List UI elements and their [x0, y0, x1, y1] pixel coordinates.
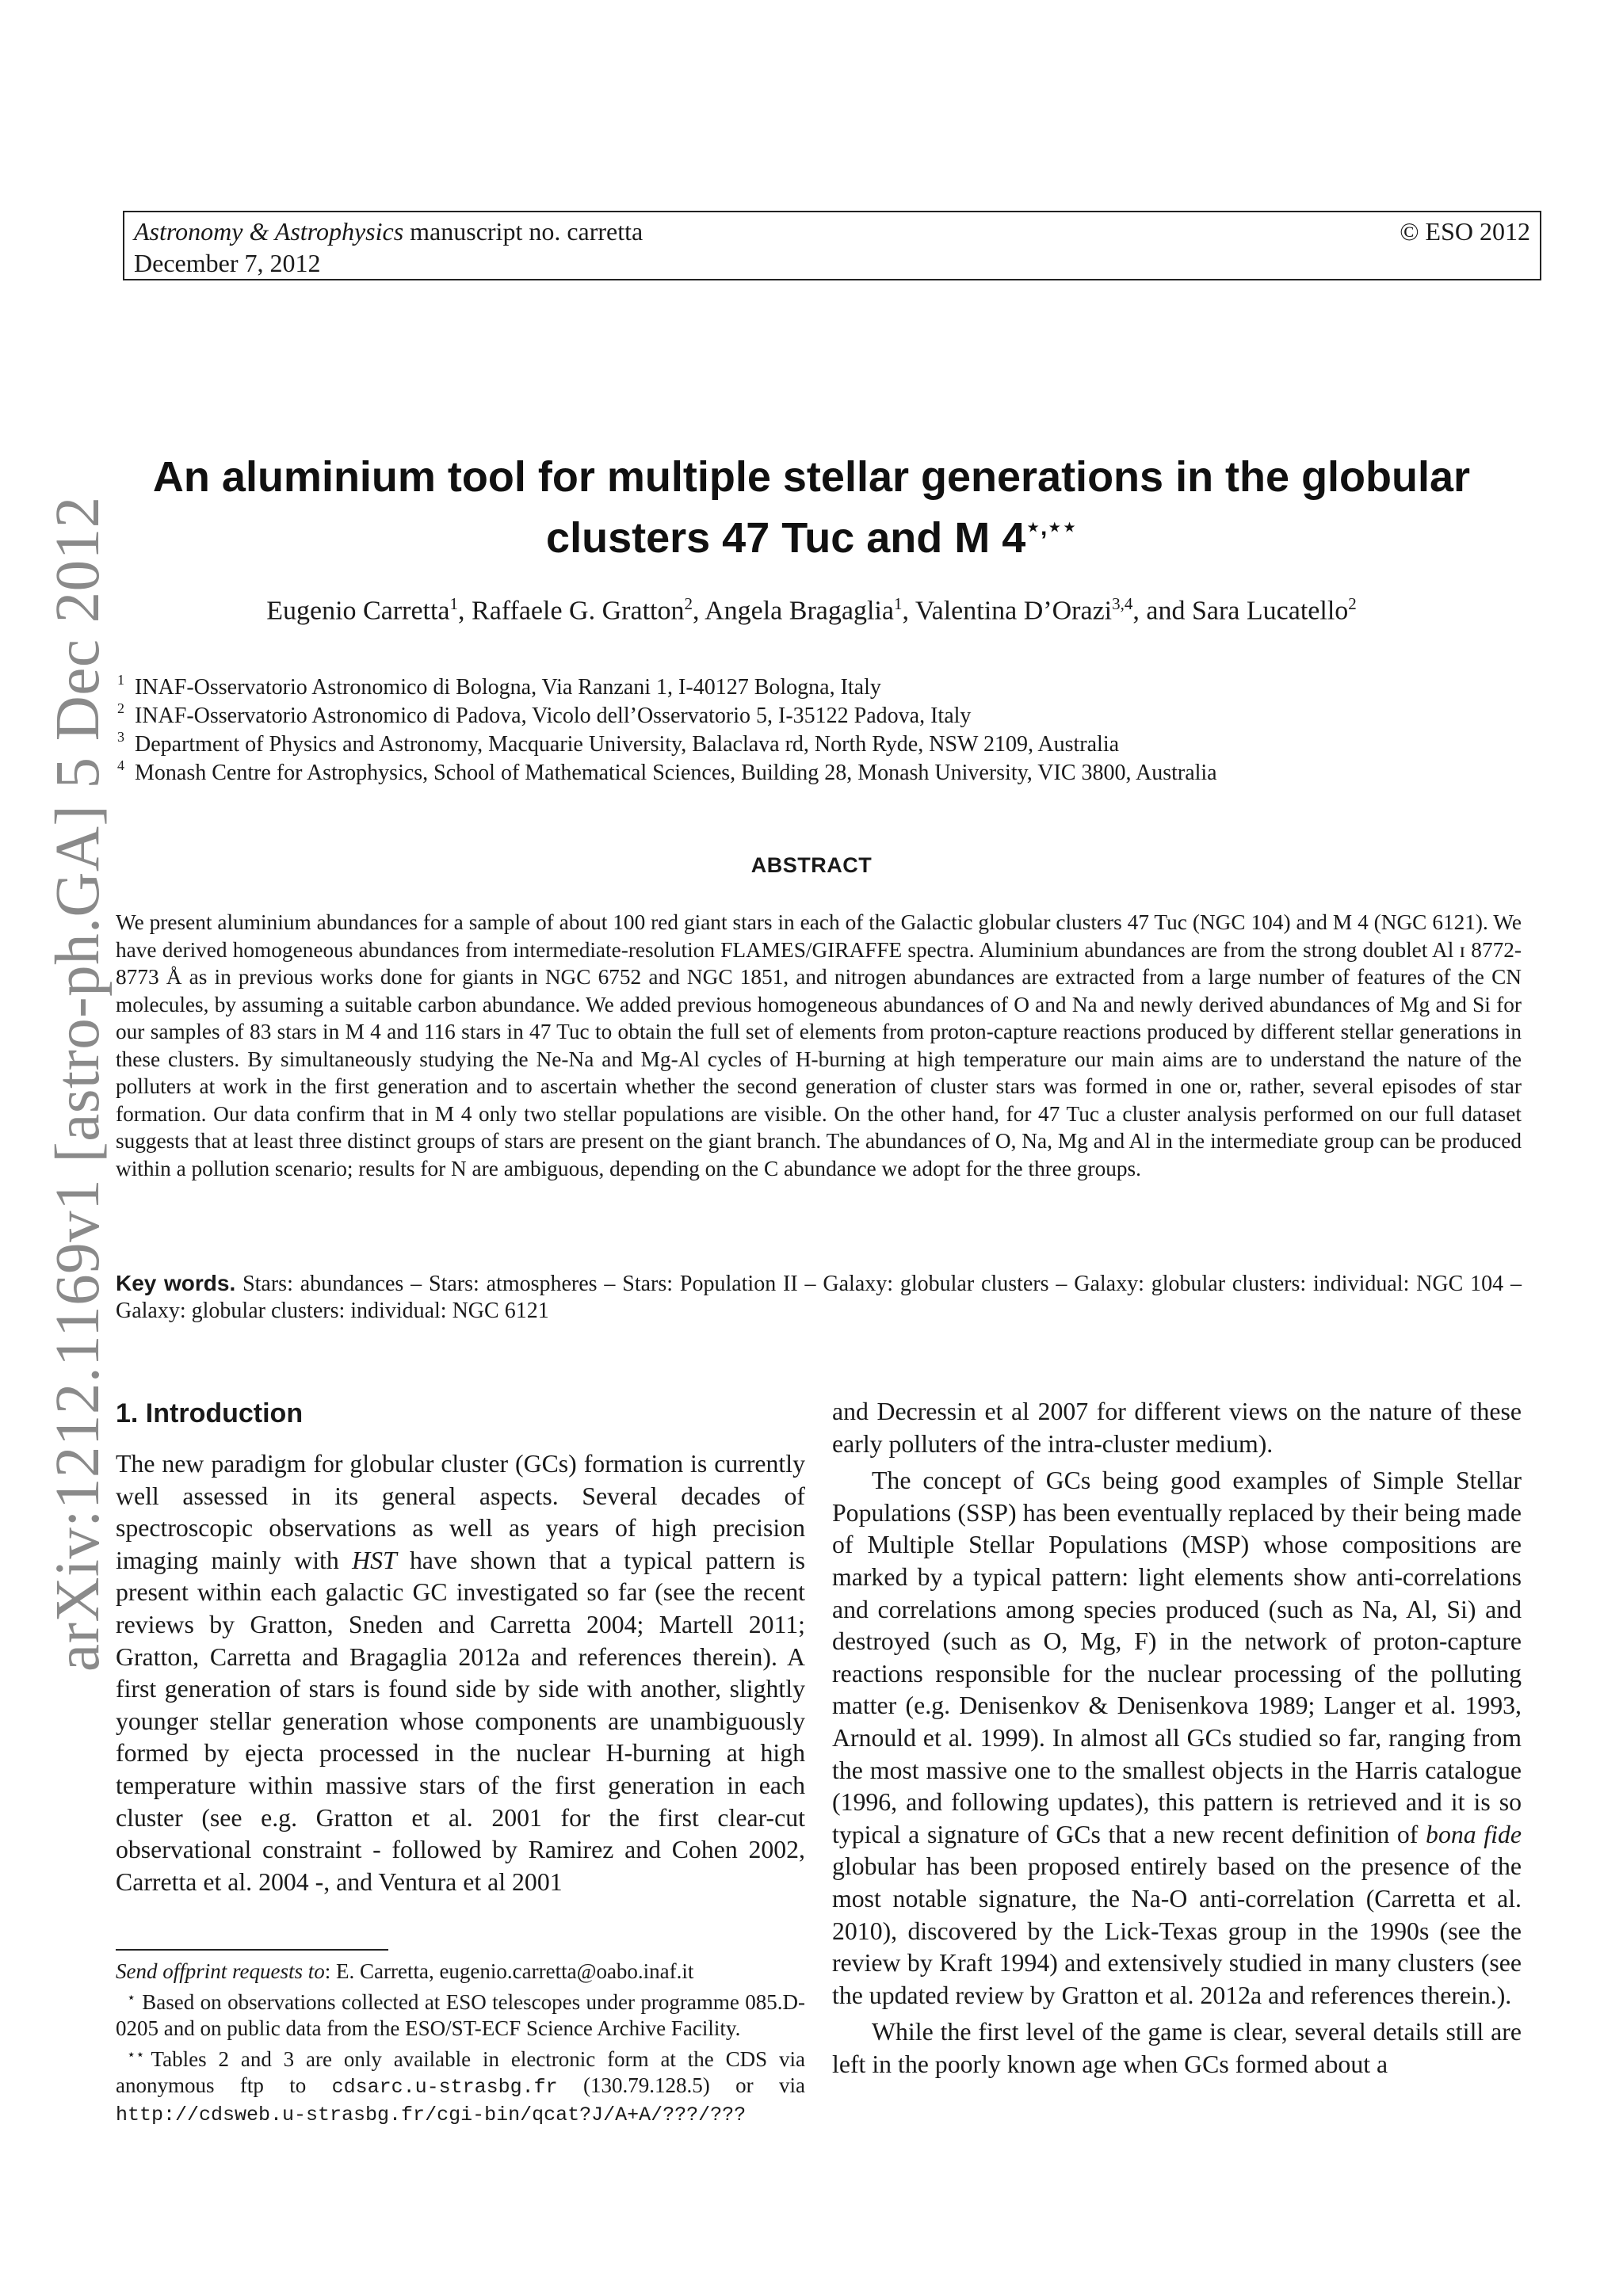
abstract-heading: ABSTRACT	[750, 853, 873, 877]
offprint-text: : E. Carretta, eugenio.carretta@oabo.inaf.it	[324, 1959, 694, 1983]
bona-fide-italic: bona fide	[1426, 1820, 1522, 1848]
intro-paragraph-2	[832, 1465, 1522, 2012]
footnote-text: Tables 2 and 3 are only available in electronic form at the CDS via anonymous ftp to	[116, 2047, 805, 2097]
paper-title	[79, 452, 1544, 563]
affiliation-text: Monash Centre for Astrophysics, School of Mathematical Sciences, Building 28, Monash University, VIC 3800, Australia	[135, 761, 1217, 785]
journal-name: Astronomy & Astrophysics	[134, 217, 404, 246]
paragraph-text: The new paradigm for globular cluster (GCs) formation is currently well assessed in its general aspects. Several decades of spectroscopic observations as well as years of high precision imaging mainly with	[116, 1450, 805, 1574]
abstract-body: We present aluminium abundances for a sample of about 100 red giant stars in each of the Galactic globular clusters 47 Tuc (NGC 104) and M 4 (NGC 6121). We have derived homogeneous abundances from intermediate-resolution FLAMES/GIRAFFE spectra. Aluminium abundances are from the strong doublet Al ɪ 8772-8773 Å as in previous works done for giants in NGC 6752 and NGC 1851, and nitrogen abundances are extracted from a large number of features of the CN molecules, by assuming a suitable carbon abundance. We added previous homogeneous abundances of O and Na and newly derived abundances of Mg and Si for our samples of 83 stars in M 4 and 116 stars in 47 Tuc to obtain the full set of elements from proton-capture reactions produced by different stellar generations in these clusters. By simultaneously studying the Ne-Na and Mg-Al cycles of H-burning at high temperature our main aims are to understand the nature of the polluters at work in the first generation and to ascertain whether the second generation of cluster stars was formed in one or, rather, several episodes of star formation. Our data confirm that in M 4 only two stellar populations are visible. On the other hand, for 47 Tuc a cluster analysis performed on our full dataset suggests that at least three distinct groups of stars are present on the giant branch. The abundances of O, Na, Mg and Al in the intermediate group can be produced within a pollution scenario; results for N are ambiguous, depending on the C abundance we adopt for the three groups.	[116, 910, 1522, 1180]
affiliation-text: INAF-Osservatorio Astronomico di Bologna, Via Ranzani 1, I-40127 Bologna, Italy	[135, 675, 881, 700]
title-line-2	[79, 502, 1544, 563]
journal-header	[123, 211, 1541, 280]
affiliation-number: 3	[117, 729, 124, 745]
paragraph-text: have shown that a typical pattern is present within each galactic GC investigated so far (see the recent reviews by Gratton, Sneden and Carretta 2004; Martell 2011; Gratton, Carretta and Bragaglia 2012a and references therein). A first generation of stars is found side by side with another, slightly younger stellar generation whose components are unambiguously formed by ejecta processed in the nuclear H-burning at high temperature within massive stars of the first generation in each cluster (see e.g. Gratton et al. 2001 for the first clear-cut observational constraint - followed by Ramirez and Cohen 2002, Carretta et al. 2004 -, and Ventura et al 2001	[116, 1546, 805, 1896]
copyright-notice: © ESO 2012	[1400, 217, 1530, 246]
affiliation-4	[117, 751, 1217, 788]
keywords-label: Key words.	[116, 1271, 236, 1295]
intro-paragraph-1	[116, 1448, 805, 1898]
footnote-divider	[116, 1949, 388, 1951]
affiliation-text: INAF-Osservatorio Astronomico di Padova, Vicolo dell’Osservatorio 5, I-35122 Padova, Italy	[135, 704, 972, 728]
cds-url-link[interactable]: http://cdsweb.u-strasbg.fr/cgi-bin/qcat?J/A+A/???/???	[116, 2103, 747, 2126]
author-name: Eugenio Carretta	[266, 596, 450, 626]
author-separator: ,	[902, 596, 915, 626]
author-affiliation-mark: 1	[893, 594, 903, 613]
paragraph-text: The concept of GCs being good examples of Simple Stellar Populations (SSP) has been eventually replaced by their being made of Multiple Stellar Populations (MSP) whose compositions are marked by a typical pattern: light elements show anti-correlations and correlations among species produced (such as Na, Al, Si) and destroyed (such as O, Mg, F) in the network of proton-capture reactions responsible for the nuclear processing of the polluting matter (e.g. Denisenkov & Denisenkova 1989; Langer et al. 1993, Arnould et al. 1999). In almost all GCs studied so far, ranging from the most massive one to the smallest objects in the Harris catalogue (1996, and following updates), this pattern is retrieved and it is so typical a signature of GCs that a new recent definition of	[832, 1466, 1522, 1848]
author-list	[119, 586, 1504, 628]
manuscript-label: manuscript no. carretta	[410, 217, 643, 246]
intro-paragraph-1-continued: and Decressin et al 2007 for different views on the nature of these early polluters of the intra-cluster medium).	[832, 1398, 1522, 1458]
keywords-text: Stars: abundances – Stars: atmospheres – Stars: Population II – Galaxy: globular clusters – Galaxy: globular clusters: individual: NGC 104 – Galaxy: globular clusters: individual: NGC 6121	[116, 1272, 1522, 1323]
author-affiliation-mark: 2	[684, 594, 693, 613]
footnote-text: Based on observations collected at ESO telescopes under programme 085.D-0205 and on public data from the ESO/ST-ECF Science Archive Facility.	[116, 1990, 805, 2040]
intro-paragraph-3: While the first level of the game is clear, several details still are left in the poorly known age when GCs formed about a	[832, 2018, 1522, 2078]
affiliation-text: Department of Physics and Astronomy, Macquarie University, Balaclava rd, North Ryde, NSW 2109, Australia	[135, 732, 1120, 757]
footnotes	[116, 1958, 805, 2128]
header-line-1	[134, 215, 1530, 247]
left-column	[116, 1396, 805, 1898]
author-separator: ,	[458, 596, 472, 626]
footnote-2	[116, 2042, 805, 2128]
author-name: Angela Bragaglia	[705, 596, 894, 626]
offprint-label: Send offprint requests to	[116, 1959, 325, 1983]
affiliation-number: 1	[117, 672, 124, 688]
header-date: December 7, 2012	[134, 249, 321, 277]
footnote-mark: ⋆⋆	[127, 2046, 145, 2062]
title-line-2-text: clusters 47 Tuc and M 4	[546, 514, 1026, 562]
title-footnote-marks: ⋆,⋆⋆	[1025, 514, 1077, 540]
author-separator: ,	[692, 596, 705, 626]
author-affiliation-mark: 2	[1348, 594, 1357, 613]
hst-italic: HST	[352, 1546, 397, 1574]
footnote-mark: ⋆	[127, 1989, 136, 2005]
author-name: Raffaele G. Gratton	[472, 596, 685, 626]
author-affiliation-mark: 3,4	[1112, 594, 1133, 613]
author-name: Valentina D’Orazi	[915, 596, 1113, 626]
author-separator: , and	[1132, 596, 1192, 626]
section-heading-introduction: 1. Introduction	[116, 1398, 304, 1428]
author-affiliation-mark: 1	[449, 594, 459, 613]
title-line-1: An aluminium tool for multiple stellar generations in the globular	[152, 453, 1471, 501]
arxiv-identifier: arXiv:1212.1169v1 [astro-ph.GA] 5 Dec 2012	[44, 496, 113, 1672]
keywords	[116, 1270, 1522, 1325]
footnote-1	[116, 1985, 805, 2042]
footnote-text: (130.79.128.5) or via	[557, 2073, 805, 2097]
offprint-footnote	[116, 1958, 805, 1985]
cds-host-link[interactable]: cdsarc.u-strasbg.fr	[331, 2076, 558, 2099]
affiliation-number: 2	[117, 700, 124, 716]
affiliation-number: 4	[117, 757, 124, 773]
paragraph-text: globular has been proposed entirely based on the presence of the most notable signature, the Na-O anti-correlation (Carretta et al. 2010), discovered by the Lick-Texas group in the 1990s (see the review by Kraft 1994) and extensively studied in many clusters (see the updated review by Gratton et al. 2012a and references therein.).	[832, 1852, 1522, 2009]
right-column	[832, 1396, 1522, 2081]
author-name: Sara Lucatello	[1191, 596, 1349, 626]
